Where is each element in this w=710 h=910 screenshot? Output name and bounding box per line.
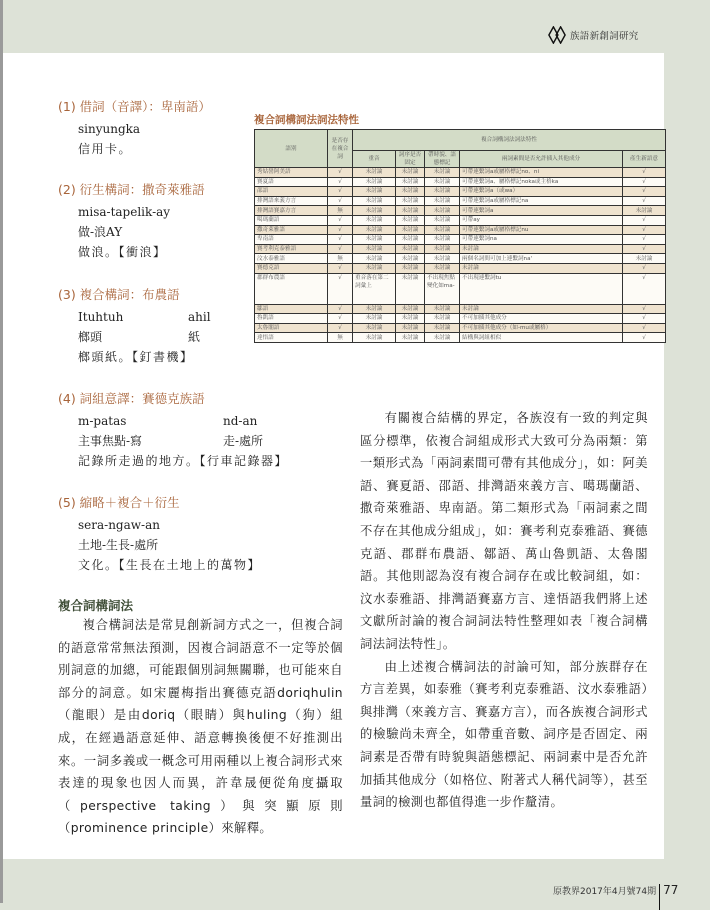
right-column-text <box>360 407 648 814</box>
table-row <box>255 225 666 235</box>
example-morphemes: 做-浪AY <box>78 225 123 239</box>
cell-stress: 未討論 <box>353 196 396 206</box>
table-title: 複合詞構詞法詞法特性 <box>254 114 359 126</box>
table-row <box>255 263 666 273</box>
cell-tam: 未討論 <box>425 196 460 206</box>
cell-tam: 未討論 <box>425 206 460 216</box>
section-title: 複合詞構詞法 <box>58 598 134 613</box>
cell-tam: 未討論 <box>425 168 460 178</box>
cell-stress: 未討論 <box>353 254 396 264</box>
cell-exists: √ <box>328 177 353 187</box>
morpheme-gloss-2: 紙 <box>188 330 201 344</box>
table-row <box>255 215 666 225</box>
example-gloss: 做浪。【衝浪】 <box>78 245 167 259</box>
cell-stress: 未討論 <box>353 168 396 178</box>
cell-semantic: √ <box>623 273 666 304</box>
example-form <box>58 411 288 431</box>
cell-exists: √ <box>328 235 353 245</box>
table-row <box>255 244 666 254</box>
cell-exists: √ <box>328 323 353 333</box>
table-row <box>255 206 666 216</box>
example-form: misa-tapelik-ay <box>78 205 171 219</box>
header-group: 複合詞構詞法詞法特性 <box>353 130 666 151</box>
cell-tam: 未討論 <box>425 254 460 264</box>
example-1 <box>58 97 211 159</box>
cell-stress: 未討論 <box>353 206 396 216</box>
cell-semantic: √ <box>623 168 666 178</box>
example-2 <box>58 180 205 262</box>
cell-tam: 未討論 <box>425 333 460 343</box>
page-number: 77 <box>663 883 679 897</box>
example-form <box>58 307 211 327</box>
cell-lang: 秀姑巒阿美語 <box>255 168 328 178</box>
table-row <box>255 273 666 304</box>
cell-lang: 賽考利克泰雅語 <box>255 244 328 254</box>
cell-exists: 無 <box>328 333 353 343</box>
cell-exists: √ <box>328 196 353 206</box>
example-4 <box>58 389 288 471</box>
cell-insert: 未討論 <box>460 263 623 273</box>
paragraph: 由上述複合構詞法的討論可知，部分族群存在方言差異，如泰雅（賽考利克泰雅語、汶水泰雅語）與排灣（來義方言、賽嘉方言），而各族複合詞形式的檢驗尚未齊全，如帶重音數、詞序是否固定、兩詞素是否帶有時貌與語態標記、兩詞素中是否允許加插其他成分（如格位、附著式人稱代詞等），甚至量詞的檢測也都值得進一步作釐清。 <box>360 659 648 810</box>
cell-order: 未討論 <box>396 333 425 343</box>
cell-semantic: √ <box>623 333 666 343</box>
cell-semantic: 未討論 <box>623 206 666 216</box>
header-order: 詞序是否固定 <box>396 151 425 168</box>
cell-insert: 不可加插其他成分 <box>460 314 623 324</box>
cell-stress: 未討論 <box>353 244 396 254</box>
cell-lang: 排灣語來義方言 <box>255 196 328 206</box>
cell-insert: 結構與詞組相似 <box>460 333 623 343</box>
example-heading: (2) 衍生構詞：撒奇萊雅語 <box>58 182 205 197</box>
cell-stress: 未討論 <box>353 235 396 245</box>
double-diamond-icon <box>548 26 566 44</box>
cell-lang: 撒奇萊雅語 <box>255 225 328 235</box>
table-row <box>255 196 666 206</box>
cell-stress: 未討論 <box>353 333 396 343</box>
cell-semantic: √ <box>623 235 666 245</box>
cell-semantic: √ <box>623 225 666 235</box>
cell-tam: 未討論 <box>425 323 460 333</box>
cell-semantic: 未討論 <box>623 254 666 264</box>
cell-exists: √ <box>328 304 353 314</box>
header-logo <box>548 26 639 44</box>
cell-tam: 未討論 <box>425 235 460 245</box>
cell-stress: 未討論 <box>353 314 396 324</box>
header-title: 族語新創詞研究 <box>570 31 639 42</box>
cell-lang: 賽夏語 <box>255 177 328 187</box>
header-exists: 是否存在複合詞 <box>328 130 353 168</box>
cell-insert: 可帶連繫詞a <box>460 206 623 216</box>
cell-semantic: √ <box>623 187 666 197</box>
cell-tam: 未討論 <box>425 263 460 273</box>
cell-semantic: √ <box>623 177 666 187</box>
cell-semantic: √ <box>623 314 666 324</box>
cell-exists: 無 <box>328 254 353 264</box>
cell-order: 未討論 <box>396 206 425 216</box>
cell-tam: 不出現焦點變化如ma- <box>425 273 460 304</box>
left-column-text <box>58 614 343 840</box>
cell-lang: 太魯閣語 <box>255 323 328 333</box>
cell-tam: 未討論 <box>425 215 460 225</box>
cell-order: 未討論 <box>396 323 425 333</box>
cell-order: 未討論 <box>396 168 425 178</box>
example-heading: (3) 複合構詞：布農語 <box>58 287 180 302</box>
cell-stress: 未討論 <box>353 225 396 235</box>
cell-insert: 兩個名詞間可加上連繫詞na' <box>460 254 623 264</box>
cell-exists: √ <box>328 215 353 225</box>
morpheme-gloss-1: 主事焦點-寫 <box>78 434 143 448</box>
cell-lang: 排灣語賽嘉方言 <box>255 206 328 216</box>
example-3 <box>58 285 211 367</box>
cell-order: 未討論 <box>396 254 425 264</box>
cell-lang: 達悟語 <box>255 333 328 343</box>
cell-exists: 無 <box>328 206 353 216</box>
cell-exists: √ <box>328 244 353 254</box>
header-stress: 重音 <box>353 151 396 168</box>
example-form: sera-ngaw-an <box>78 518 160 532</box>
example-gloss: 信用卡。 <box>78 142 133 156</box>
example-gloss: 榔頭紙。【釘書機】 <box>78 350 194 364</box>
cell-order: 未討論 <box>396 225 425 235</box>
example-form: sinyungka <box>78 122 141 136</box>
cell-tam: 未討論 <box>425 225 460 235</box>
header-tam: 帶時貌、語態標記 <box>425 151 460 168</box>
cell-order: 未討論 <box>396 187 425 197</box>
cell-order: 未討論 <box>396 304 425 314</box>
cell-insert: 不出現連繫詞tu <box>460 273 623 304</box>
cell-tam: 未討論 <box>425 177 460 187</box>
example-gloss: 文化。【生長在土地上的萬物】 <box>78 558 262 572</box>
footer-divider <box>659 884 660 910</box>
cell-tam: 未討論 <box>425 314 460 324</box>
cell-lang: 汶水泰雅語 <box>255 254 328 264</box>
example-morphemes: 土地-生長-處所 <box>78 538 159 552</box>
cell-stress: 未討論 <box>353 263 396 273</box>
example-heading: (4) 詞組意譯：賽德克族語 <box>58 391 205 406</box>
cell-lang: 魯凱語 <box>255 314 328 324</box>
cell-order: 未討論 <box>396 196 425 206</box>
cell-exists: √ <box>328 273 353 304</box>
table-row <box>255 177 666 187</box>
cell-stress: 未討論 <box>353 187 396 197</box>
cell-order: 未討論 <box>396 273 425 304</box>
cell-semantic: √ <box>623 323 666 333</box>
cell-insert: 不可加插其他成分（如-mu或屬格） <box>460 323 623 333</box>
cell-exists: √ <box>328 168 353 178</box>
header-insert: 兩詞素間是否允許插入其他成分 <box>460 151 623 168</box>
example-heading: (1) 借詞（音譯）：卑南語） <box>58 99 211 114</box>
cell-tam: 未討論 <box>425 244 460 254</box>
cell-insert: 可帶ay <box>460 215 623 225</box>
header-language: 語別 <box>255 130 328 168</box>
cell-lang: 卑南語 <box>255 235 328 245</box>
cell-semantic: √ <box>623 196 666 206</box>
cell-lang: 邵語 <box>255 187 328 197</box>
footer <box>553 877 678 903</box>
morpheme-gloss-2: 走-處所 <box>223 434 264 448</box>
example-5 <box>58 493 261 575</box>
cell-stress: 未討論 <box>353 215 396 225</box>
table-row <box>255 254 666 264</box>
table-row <box>255 304 666 314</box>
table-row <box>255 187 666 197</box>
cell-order: 未討論 <box>396 235 425 245</box>
cell-insert: 可帶連繫詞a、屬格標記noka或主格ka <box>460 177 623 187</box>
morpheme-1: Ituhtuh <box>78 310 124 324</box>
cell-exists: √ <box>328 263 353 273</box>
cell-insert: 可帶連繫詞a或屬格標記na <box>460 196 623 206</box>
cell-order: 未討論 <box>396 244 425 254</box>
cell-exists: √ <box>328 314 353 324</box>
morpheme-2: nd-an <box>223 414 258 428</box>
table-row <box>255 333 666 343</box>
cell-lang: 賽德克語 <box>255 263 328 273</box>
compound-features-table <box>254 129 666 343</box>
cell-semantic: √ <box>623 215 666 225</box>
example-morphemes <box>58 431 288 451</box>
cell-order: 未討論 <box>396 314 425 324</box>
cell-tam: 未討論 <box>425 304 460 314</box>
morpheme-1: m-patas <box>78 414 127 428</box>
cell-insert: 可帶連繫詞a或屬格標記nu <box>460 225 623 235</box>
footer-issue: 原教界2017年4月號74期 <box>553 886 657 897</box>
cell-order: 未討論 <box>396 177 425 187</box>
cell-exists: √ <box>328 225 353 235</box>
table-row <box>255 323 666 333</box>
cell-insert: 可帶連繫詞na <box>460 235 623 245</box>
cell-insert: 未討論 <box>460 244 623 254</box>
example-morphemes <box>58 327 211 347</box>
cell-semantic: √ <box>623 244 666 254</box>
cell-insert: 未討論 <box>460 304 623 314</box>
cell-semantic: √ <box>623 263 666 273</box>
cell-stress: 未討論 <box>353 177 396 187</box>
cell-semantic: √ <box>623 304 666 314</box>
cell-insert: 可帶連繫詞a（或wa） <box>460 187 623 197</box>
cell-stress: 重音落在第二詞彙上 <box>353 273 396 304</box>
cell-lang: 郡群布農語 <box>255 273 328 304</box>
morpheme-2: ahil <box>188 310 211 324</box>
cell-lang: 鄒語 <box>255 304 328 314</box>
paragraph: 複合構詞法是常見創新詞方式之一，但複合詞的語意常常無法預測，因複合詞語意不一定等於個別詞意的加總，可能跟個別詞無關聯，也可能來自部分的詞意。如宋麗梅指出賽德克語doriqhulin（龍眼）是由doriq（眼睛）與huling（狗）組成，在經過語意延伸、語意轉換後便不好推測出來。一詞多義或一概念可用兩種以上複合詞形式來表達的現象也因人而異，許韋晟便從角度攝取（perspective taking）與突顯原則（prominence principle）來解釋。 <box>58 618 343 836</box>
table-row <box>255 235 666 245</box>
cell-insert: 可帶連繫詞a或屬格標記no、ni <box>460 168 623 178</box>
table-row <box>255 168 666 178</box>
cell-stress: 未討論 <box>353 304 396 314</box>
header-semantic: 產生新語意 <box>623 151 666 168</box>
paragraph: 有關複合結構的界定，各族沒有一致的判定與區分標準，依複合詞組成形式大致可分為兩類：第一類形式為「兩詞素間可帶有其他成分」，如：阿美語、賽夏語、邵語、排灣語來義方言、噶瑪蘭語、撒奇萊雅語、卑南語。第二類形式為「兩詞素之間不存在其他成分組成」，如：賽考利克泰雅語、賽德克語、郡群布農語、鄒語、萬山魯凱語、太魯閣語。其他則認為沒有複合詞存在或比較詞組，如：汶水泰雅語、排灣語賽嘉方言、達悟語我們將上述文獻所討論的複合詞詞法特性整理如表「複合詞構詞法詞法特性」。 <box>360 411 648 651</box>
cell-exists: √ <box>328 187 353 197</box>
cell-order: 未討論 <box>396 263 425 273</box>
cell-stress: 未討論 <box>353 323 396 333</box>
cell-order: 未討論 <box>396 215 425 225</box>
example-heading: (5) 縮略＋複合＋衍生 <box>58 495 180 510</box>
cell-tam: 未討論 <box>425 187 460 197</box>
example-gloss: 記錄所走過的地方。【行車記錄器】 <box>78 454 289 468</box>
table-row <box>255 314 666 324</box>
morpheme-gloss-1: 榔頭 <box>78 330 103 344</box>
cell-lang: 噶瑪蘭語 <box>255 215 328 225</box>
